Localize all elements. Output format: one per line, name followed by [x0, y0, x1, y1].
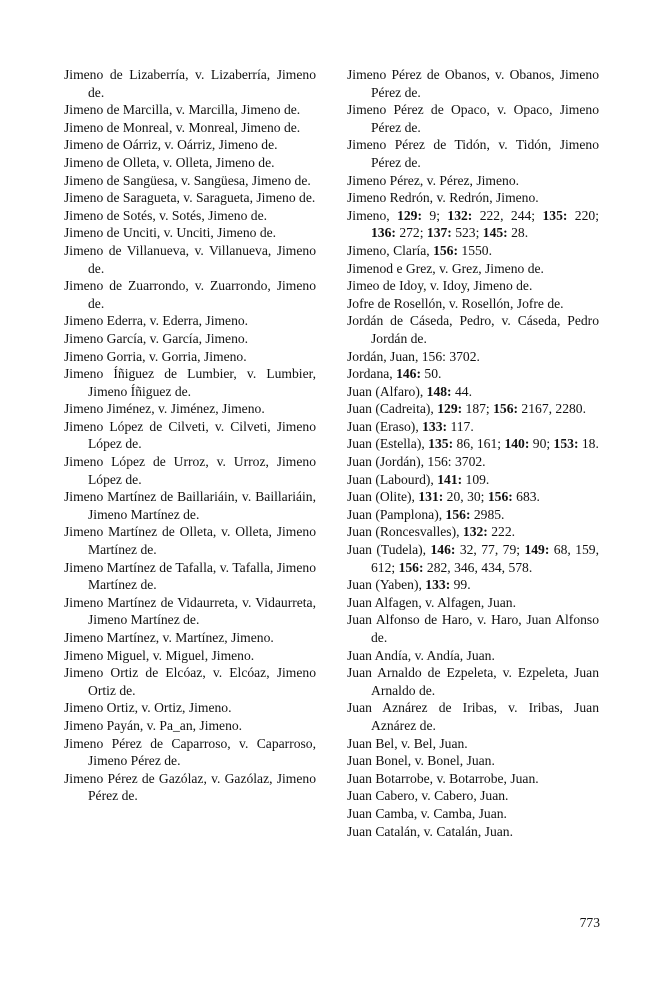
- entry-text: Jimeno Redrón, v. Redrón, Jimeno.: [347, 190, 539, 206]
- entry-text: Jimeno de Sotés, v. Sotés, Jimeno de.: [64, 207, 268, 223]
- entry-text: Juan (Cadreita),: [347, 401, 438, 417]
- index-entry: [347, 418, 599, 436]
- entry-text: 109.: [462, 471, 490, 487]
- entry-text: Jimeno de Villanueva, v. Villanueva, Jimeno de.: [64, 242, 316, 276]
- entry-text: Juan Arnaldo de Ezpeleta, v. Ezpeleta, Juan Arnaldo de.: [347, 665, 599, 698]
- entry-text: Juan Alfonso de Haro, v. Haro, Juan Alfonso de.: [347, 612, 599, 645]
- index-entry: [64, 629, 316, 647]
- entry-text: 282, 346, 434, 578.: [423, 559, 533, 575]
- volume-reference: 156:: [445, 506, 471, 522]
- entry-text: Jimeno López de Urroz, v. Urroz, Jimeno López de.: [64, 454, 316, 487]
- entry-text: Jimeno Ortiz de Elcóaz, v. Elcóaz, Jimeno Ortiz de.: [64, 665, 316, 698]
- entry-text: 683.: [512, 489, 540, 505]
- index-entry: [347, 66, 599, 101]
- entry-text: Juan (Tudela),: [347, 542, 431, 558]
- index-entry: [347, 400, 599, 418]
- entry-text: Jimeno Pérez de Caparroso, v. Caparroso, Jimeno Pérez de.: [64, 735, 316, 769]
- volume-reference: 133:: [425, 577, 451, 593]
- index-entry: [64, 277, 316, 312]
- entry-text: Jimeno Íñiguez de Lumbier, v. Lumbier, Jimeno Íñiguez de.: [64, 366, 316, 399]
- index-entry: [347, 471, 599, 489]
- entry-text: 1550.: [458, 242, 492, 258]
- entry-text: 220;: [567, 207, 599, 223]
- index-entry: [347, 295, 599, 313]
- entry-text: Juan Cabero, v. Cabero, Juan.: [347, 788, 509, 804]
- entry-text: Jimeno, Claría,: [347, 242, 434, 258]
- entry-text: Juan Catalán, v. Catalán, Juan.: [347, 823, 513, 839]
- index-entry: [347, 136, 599, 171]
- entry-text: Jimeno de Zuarrondo, v. Zuarrondo, Jimeno de.: [64, 278, 316, 311]
- volume-reference: 148:: [426, 383, 452, 399]
- index-entry: [347, 101, 599, 136]
- entry-text: Juan (Pamplona),: [347, 506, 446, 522]
- index-entry: [64, 136, 316, 154]
- entry-text: Jimeno Martínez de Baillariáin, v. Baillariáin, Jimeno Martínez de.: [64, 489, 316, 522]
- index-entry: [64, 119, 316, 137]
- index-entry: [347, 453, 599, 471]
- volume-reference: 129:: [437, 401, 463, 417]
- volume-reference: 137:: [426, 225, 452, 241]
- index-column-left: [64, 66, 316, 805]
- index-entry: [347, 735, 599, 753]
- entry-text: 20, 30;: [443, 489, 488, 505]
- entry-text: Jimeno Ederra, v. Ederra, Jimeno.: [64, 313, 249, 329]
- entry-text: 272;: [395, 225, 427, 241]
- entry-text: Jimeno de Sangüesa, v. Sangüesa, Jimeno de.: [64, 172, 311, 188]
- entry-text: Juan Bonel, v. Bonel, Juan.: [347, 753, 495, 769]
- index-entry: [347, 752, 599, 770]
- index-entry: [64, 66, 316, 101]
- index-entry: [64, 559, 316, 594]
- entry-text: Juan (Roncesvalles),: [347, 524, 463, 540]
- index-entry: [64, 453, 316, 488]
- entry-text: Jordana,: [347, 366, 397, 382]
- entry-text: Juan (Olite),: [347, 489, 419, 505]
- index-entry: [347, 699, 599, 734]
- index-entry: [347, 594, 599, 612]
- entry-text: 2985.: [470, 506, 505, 522]
- entry-text: 44.: [451, 383, 472, 399]
- entry-text: Jimeno de Lizaberría, v. Lizaberría, Jimeno de.: [64, 67, 316, 100]
- entry-text: 187;: [462, 401, 494, 417]
- entry-text: Jimeno de Oárriz, v. Oárriz, Jimeno de.: [64, 137, 278, 153]
- entry-text: 9;: [422, 207, 448, 223]
- entry-text: Jimeo de Idoy, v. Idoy, Jimeno de.: [347, 278, 533, 294]
- index-entry: [347, 365, 599, 383]
- volume-reference: 133:: [422, 418, 448, 434]
- index-entry: [347, 435, 599, 453]
- entry-text: Juan (Estella),: [347, 436, 429, 452]
- index-entry: [347, 770, 599, 788]
- entry-text: Juan (Alfaro),: [347, 383, 427, 399]
- index-entry: [64, 154, 316, 172]
- volume-reference: 140:: [504, 436, 530, 452]
- index-entry: [347, 523, 599, 541]
- entry-text: 2167, 2280.: [518, 401, 586, 417]
- index-entry: [64, 770, 316, 805]
- volume-reference: 156:: [433, 242, 458, 258]
- entry-text: Juan (Yaben),: [347, 577, 426, 593]
- index-entry: [64, 594, 316, 629]
- index-entry: [64, 523, 316, 558]
- index-entry: [347, 647, 599, 665]
- index-entry: [347, 172, 599, 190]
- index-entry: [347, 488, 599, 506]
- entry-text: Jimeno,: [347, 207, 398, 223]
- entry-text: Jimeno Martínez de Tafalla, v. Tafalla, Jimeno Martínez de.: [64, 559, 316, 593]
- entry-text: Jimenod e Grez, v. Grez, Jimeno de.: [347, 260, 544, 276]
- index-entry: [347, 383, 599, 401]
- entry-text: Jimeno de Olleta, v. Olleta, Jimeno de.: [64, 154, 275, 170]
- index-entry: [64, 242, 316, 277]
- index-entry: [64, 330, 316, 348]
- entry-text: Jimeno Martínez, v. Martínez, Jimeno.: [64, 630, 274, 645]
- entry-text: Jimeno de Monreal, v. Monreal, Jimeno de.: [64, 119, 301, 135]
- entry-text: Jimeno Jiménez, v. Jiménez, Jimeno.: [64, 401, 265, 417]
- entry-text: Juan (Jordán), 156: 3702.: [347, 454, 486, 470]
- volume-reference: 129:: [397, 207, 422, 223]
- volume-reference: 146:: [396, 366, 421, 382]
- volume-reference: 153:: [553, 436, 579, 452]
- entry-text: Jimeno Martínez de Vidaurreta, v. Vidaurreta, Jimeno Martínez de.: [64, 594, 316, 628]
- index-entry: [64, 101, 316, 119]
- volume-reference: 135:: [542, 207, 568, 223]
- volume-reference: 131:: [418, 489, 444, 505]
- index-entry: [64, 664, 316, 699]
- entry-text: 99.: [450, 577, 471, 593]
- index-entry: [347, 787, 599, 805]
- entry-text: Jimeno Pérez de Obanos, v. Obanos, Jimeno Pérez de.: [347, 67, 599, 100]
- entry-text: Jimeno de Unciti, v. Unciti, Jimeno de.: [64, 225, 277, 241]
- volume-reference: 132:: [462, 524, 488, 540]
- volume-reference: 156:: [493, 401, 519, 417]
- entry-text: Jimeno de Marcilla, v. Marcilla, Jimeno de.: [64, 102, 301, 118]
- entry-text: Juan Bel, v. Bel, Juan.: [347, 735, 468, 751]
- page-number: 773: [579, 915, 600, 930]
- index-entry: [64, 699, 316, 717]
- index-entry: [347, 611, 599, 646]
- entry-text: Jimeno Pérez de Tidón, v. Tidón, Jimeno Pérez de.: [347, 137, 599, 170]
- entry-text: 90;: [529, 436, 554, 452]
- index-entry: [64, 717, 316, 735]
- entry-text: 86, 161;: [453, 436, 505, 452]
- entry-text: Jimeno Pérez de Opaco, v. Opaco, Jimeno Pérez de.: [347, 102, 599, 135]
- entry-text: Juan Andía, v. Andía, Juan.: [347, 647, 495, 663]
- entry-text: Jimeno Pérez de Gazólaz, v. Gazólaz, Jimeno Pérez de.: [64, 770, 316, 804]
- entry-text: Jimeno López de Cilveti, v. Cilveti, Jimeno López de.: [64, 418, 316, 452]
- volume-reference: 149:: [524, 542, 550, 558]
- entry-text: 50.: [421, 366, 442, 382]
- index-entry: [347, 312, 599, 347]
- volume-reference: 145:: [482, 225, 508, 241]
- entry-text: Jimeno Payán, v. Pa_an, Jimeno.: [64, 717, 243, 733]
- entry-text: Jimeno García, v. García, Jimeno.: [64, 330, 249, 346]
- volume-reference: 132:: [447, 207, 473, 223]
- index-entry: [64, 207, 316, 225]
- index-entry: [347, 823, 599, 841]
- index-entry: [64, 735, 316, 770]
- entry-text: Jimeno Miguel, v. Miguel, Jimeno.: [64, 647, 255, 663]
- index-entry: [64, 647, 316, 665]
- entry-text: 222.: [487, 524, 516, 540]
- volume-reference: 146:: [430, 542, 456, 558]
- entry-text: Jimeno Martínez de Olleta, v. Olleta, Jimeno Martínez de.: [64, 524, 316, 558]
- index-entry: [347, 260, 599, 278]
- entry-text: Jordán de Cáseda, Pedro, v. Cáseda, Pedro Jordán de.: [347, 313, 599, 346]
- index-entry: [347, 277, 599, 295]
- index-entry: [347, 506, 599, 524]
- index-entry: [64, 488, 316, 523]
- volume-reference: 141:: [437, 471, 463, 487]
- entry-text: 18.: [578, 436, 599, 452]
- index-entry: [347, 189, 599, 207]
- index-entry: [347, 541, 599, 576]
- entry-text: Juan Aznárez de Iribas, v. Iribas, Juan Aznárez de.: [347, 700, 599, 733]
- index-entry: [64, 348, 316, 366]
- entry-text: Juan Botarrobe, v. Botarrobe, Juan.: [347, 770, 539, 786]
- entry-text: Jofre de Rosellón, v. Rosellón, Jofre de.: [347, 295, 564, 311]
- volume-reference: 135:: [428, 436, 454, 452]
- entry-text: 68, 159, 612;: [371, 542, 599, 575]
- index-entry: [64, 418, 316, 453]
- index-entry: [64, 189, 316, 207]
- index-entry: [64, 224, 316, 242]
- entry-text: Juan Alfagen, v. Alfagen, Juan.: [347, 594, 516, 610]
- index-entry: [64, 172, 316, 190]
- entry-text: 117.: [447, 418, 474, 434]
- entry-text: Juan Camba, v. Camba, Juan.: [347, 805, 507, 821]
- index-entry: [64, 400, 316, 418]
- index-entry: [347, 576, 599, 594]
- index-entry: [347, 207, 599, 242]
- entry-text: Jimeno Ortiz, v. Ortiz, Jimeno.: [64, 700, 232, 716]
- index-column-right: [347, 66, 599, 840]
- entry-text: Jimeno Pérez, v. Pérez, Jimeno.: [347, 172, 520, 188]
- volume-reference: 156:: [487, 489, 513, 505]
- entry-text: Jimeno Gorria, v. Gorria, Jimeno.: [64, 348, 247, 364]
- entry-text: Juan (Labourd),: [347, 471, 438, 487]
- volume-reference: 136:: [371, 225, 396, 241]
- entry-text: 28.: [507, 225, 529, 241]
- entry-text: 523;: [451, 225, 483, 241]
- index-entry: [64, 312, 316, 330]
- index-entry: [347, 242, 599, 260]
- volume-reference: 156:: [398, 559, 424, 575]
- index-entry: [347, 664, 599, 699]
- entry-text: 222, 244;: [472, 207, 543, 223]
- entry-text: Jordán, Juan, 156: 3702.: [347, 348, 480, 364]
- entry-text: Jimeno de Saragueta, v. Saragueta, Jimeno de.: [64, 190, 316, 206]
- index-entry: [347, 348, 599, 366]
- entry-text: 32, 77, 79;: [455, 542, 525, 558]
- entry-text: Juan (Eraso),: [347, 418, 423, 434]
- index-entry: [347, 805, 599, 823]
- index-entry: [64, 365, 316, 400]
